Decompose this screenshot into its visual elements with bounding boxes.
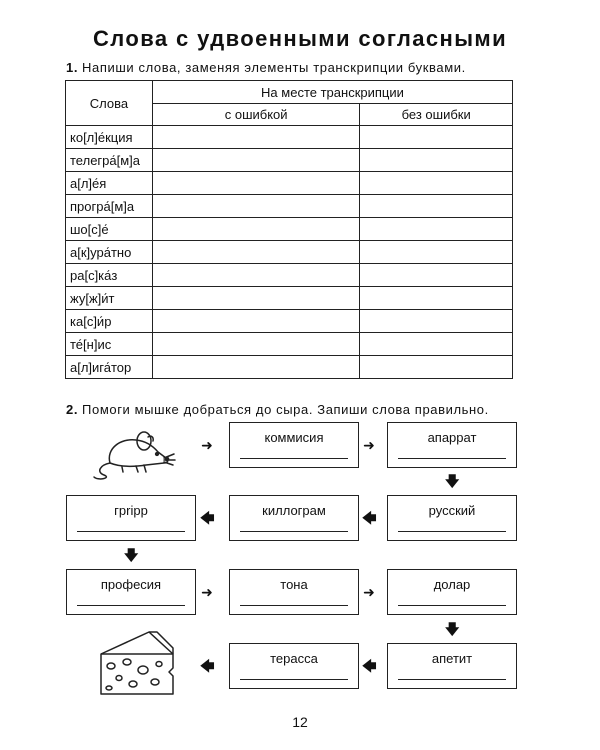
task-2-text: Помоги мышке добраться до сыра. Запиши слова правильно. [82,402,489,417]
word-label: долар [433,577,471,592]
answer-line[interactable] [240,679,348,680]
word-box-grripp[interactable] [66,495,196,541]
word-label: апетит [431,651,473,666]
cell-with-error[interactable] [152,241,359,264]
row-word: шо[с]е́ [66,218,153,241]
cell-without-error[interactable] [360,287,513,310]
table-row [66,149,513,172]
words-table [65,80,513,379]
word-box-apetit[interactable] [387,643,517,689]
row-word: телегра́[м]а [66,149,153,172]
row-word: а[л]е́я [66,172,153,195]
cell-without-error[interactable] [360,264,513,287]
table-row [66,126,513,149]
word-box-terassa[interactable] [229,643,359,689]
header-words: Слова [66,81,153,126]
arrow-right-icon: ➜ [363,437,375,453]
cell-without-error[interactable] [360,195,513,218]
table-row [66,287,513,310]
answer-line[interactable] [398,458,506,459]
arrow-right-icon: ➜ [201,437,213,453]
answer-line[interactable] [398,605,506,606]
row-word: програ́[м]а [66,195,153,218]
cell-with-error[interactable] [152,126,359,149]
word-label: професия [100,577,162,592]
table-row [66,241,513,264]
answer-line[interactable] [77,605,185,606]
answer-line[interactable] [240,458,348,459]
word-label: русский [428,503,476,518]
task-2-number: 2. [66,402,79,417]
row-word: те́[н]ис [66,333,153,356]
word-box-profesiya[interactable] [66,569,196,615]
word-label: коммисия [264,430,324,445]
cell-without-error[interactable] [360,218,513,241]
word-box-dolar[interactable] [387,569,517,615]
word-label: грripp [114,503,148,518]
arrow-right-icon: ➜ [201,584,213,600]
task-2-instruction [66,402,489,417]
answer-line[interactable] [398,679,506,680]
cell-with-error[interactable] [152,333,359,356]
cell-with-error[interactable] [152,172,359,195]
word-box-killogram[interactable] [229,495,359,541]
table-row [66,356,513,379]
cell-without-error[interactable] [360,333,513,356]
cell-with-error[interactable] [152,195,359,218]
word-box-russkiy[interactable] [387,495,517,541]
arrow-left-icon: 🡄 [362,510,377,526]
page-number: 12 [292,714,308,730]
arrow-left-icon: 🡄 [200,658,215,674]
table-row [66,310,513,333]
mouse-icon [88,425,178,485]
word-label: апаррат [427,430,477,445]
answer-line[interactable] [398,531,506,532]
table-row [66,218,513,241]
cell-without-error[interactable] [360,126,513,149]
task-1-number: 1. [66,60,79,75]
cell-with-error[interactable] [152,356,359,379]
header-without-error: без ошибки [360,104,513,126]
cell-with-error[interactable] [152,310,359,333]
word-label: тона [280,577,308,592]
arrow-down-icon: 🡇 [124,547,139,563]
task-1-text: Напиши слова, заменяя элементы транскрипции буквами. [82,60,466,75]
row-word: ка[с]и́р [66,310,153,333]
row-word: жу[ж]и́т [66,287,153,310]
arrow-left-icon: 🡄 [200,510,215,526]
arrow-down-icon: 🡇 [445,621,460,637]
answer-line[interactable] [240,605,348,606]
page-title: Слова с удвоенными согласными [93,26,507,51]
word-label: киллограм [262,503,326,518]
cell-with-error[interactable] [152,149,359,172]
cell-without-error[interactable] [360,241,513,264]
header-transcription: На месте транскрипции [152,81,512,104]
arrow-left-icon: 🡄 [362,658,377,674]
cell-without-error[interactable] [360,172,513,195]
cell-with-error[interactable] [152,218,359,241]
cheese-icon [97,628,179,700]
arrow-right-icon: ➜ [363,584,375,600]
word-box-kommisiya[interactable] [229,422,359,468]
cell-with-error[interactable] [152,287,359,310]
table-row [66,172,513,195]
cell-without-error[interactable] [360,310,513,333]
table-row [66,264,513,287]
task-1-instruction [66,60,466,75]
row-word: ра[с]ка́з [66,264,153,287]
cell-without-error[interactable] [360,356,513,379]
cell-without-error[interactable] [360,149,513,172]
answer-line[interactable] [240,531,348,532]
table-row [66,333,513,356]
arrow-down-icon: 🡇 [445,473,460,489]
word-box-tona[interactable] [229,569,359,615]
row-word: а[л]ига́тор [66,356,153,379]
answer-line[interactable] [77,531,185,532]
row-word: а[к]ура́тно [66,241,153,264]
word-label: терасса [270,651,318,666]
word-box-aparrat[interactable] [387,422,517,468]
cell-with-error[interactable] [152,264,359,287]
header-with-error: с ошибкой [152,104,359,126]
table-row [66,195,513,218]
row-word: ко[л]е́кция [66,126,153,149]
